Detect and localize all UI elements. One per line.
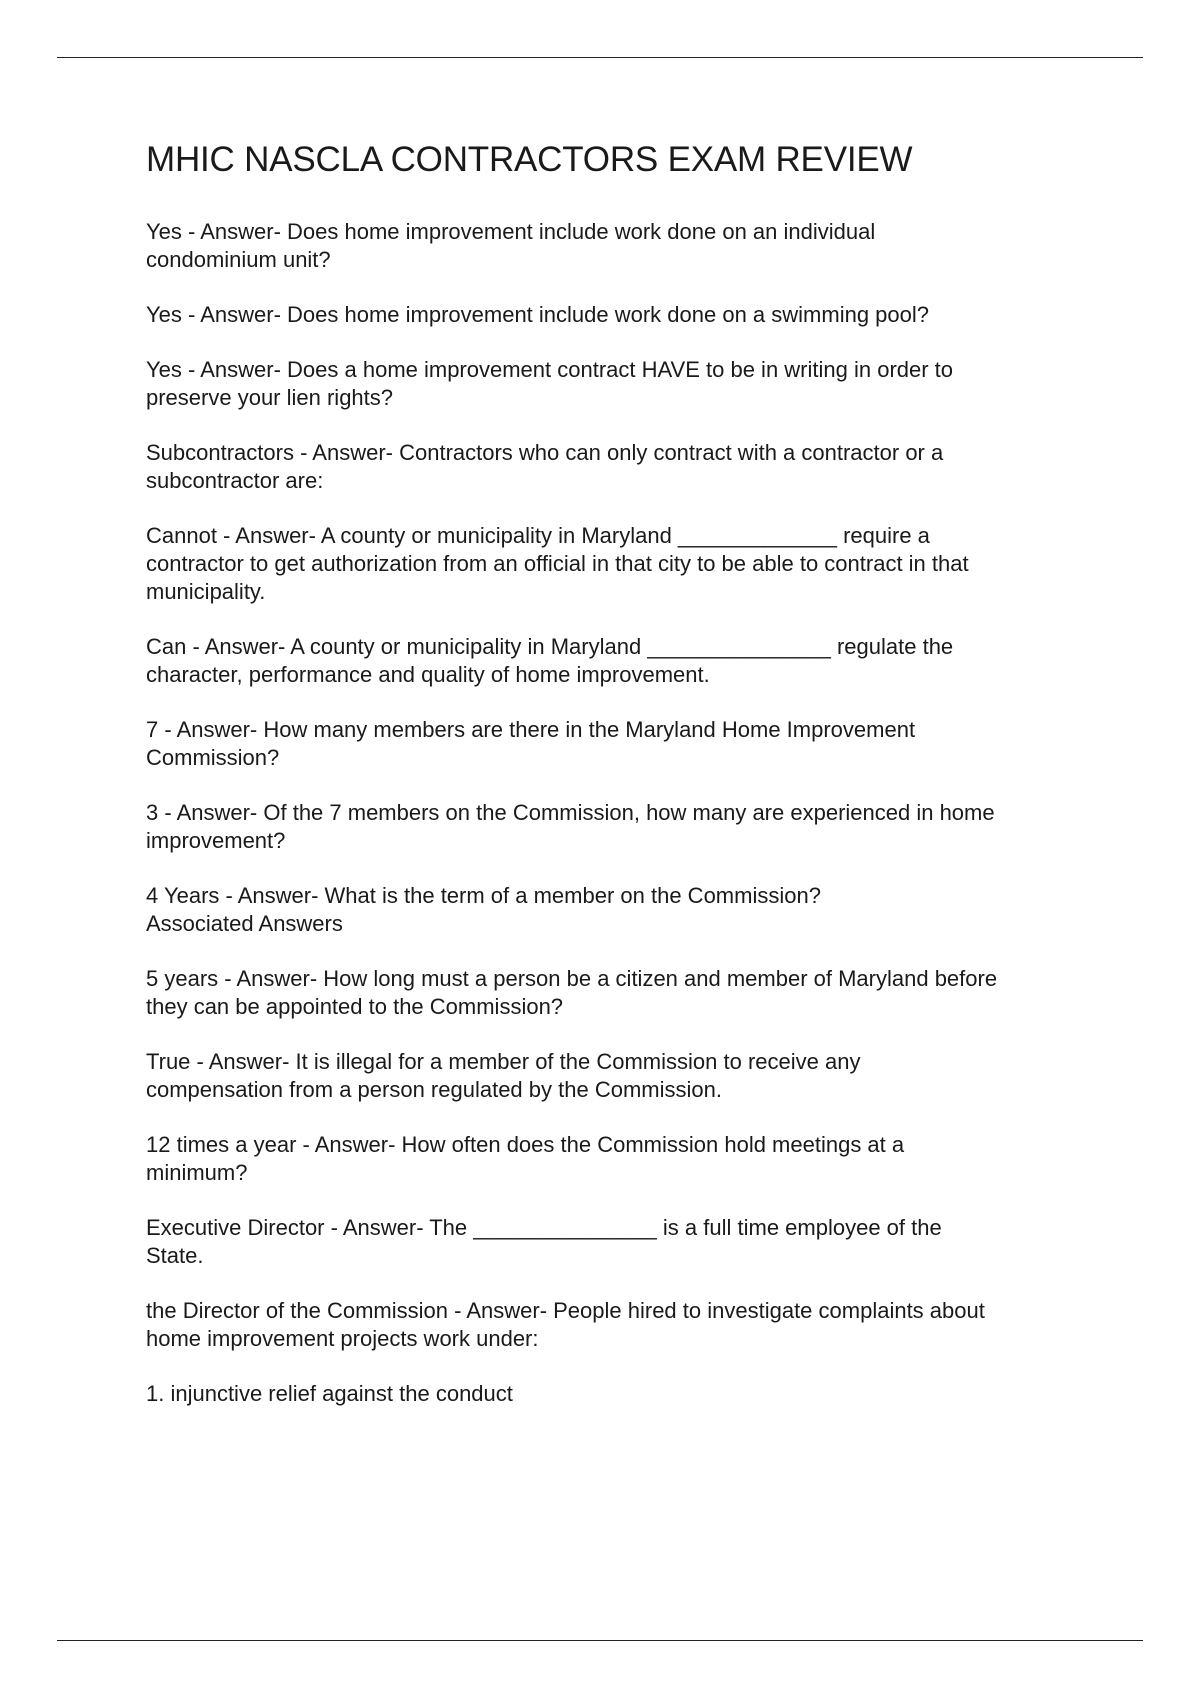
qa-item: 5 years - Answer- How long must a person be a citizen and member of Maryland before they can be appointed to the Commission? xyxy=(146,966,998,1019)
qa-item: Yes - Answer- Does home improvement include work done on an individual condominium unit? xyxy=(146,219,876,272)
qa-item: Yes - Answer- Does a home improvement contract HAVE to be in writing in order to preserve your lien rights? xyxy=(146,357,954,410)
qa-item: 3 - Answer- Of the 7 members on the Commission, how many are experienced in home improvement? xyxy=(146,800,995,853)
qa-item: Executive Director - Answer- The _______________ is a full time employee of the State. xyxy=(146,1215,942,1268)
qa-item: 12 times a year - Answer- How often does the Commission hold meetings at a minimum? xyxy=(146,1132,905,1185)
document-title: MHIC NASCLA CONTRACTORS EXAM REVIEW xyxy=(146,140,913,179)
qa-item: 4 Years - Answer- What is the term of a member on the Commission? Associated Answers xyxy=(146,883,821,936)
qa-item: the Director of the Commission - Answer- People hired to investigate complaints about home improvement projects work under: xyxy=(146,1298,985,1351)
qa-item: True - Answer- It is illegal for a member of the Commission to receive any compensation from a person regulated by the Commission. xyxy=(146,1049,861,1102)
qa-item: Subcontractors - Answer- Contractors who can only contract with a contractor or a subcontractor are: xyxy=(146,440,944,493)
bottom-rule xyxy=(57,1640,1143,1641)
qa-item: Yes - Answer- Does home improvement include work done on a swimming pool? xyxy=(146,302,930,327)
top-rule xyxy=(57,57,1143,58)
qa-item: 1. injunctive relief against the conduct xyxy=(146,1381,513,1406)
qa-item: 7 - Answer- How many members are there in the Maryland Home Improvement Commission? xyxy=(146,717,916,770)
qa-item: Cannot - Answer- A county or municipality in Maryland _____________ require a contractor to get authorization from an official in that city to be able to contract in that municipality. xyxy=(146,523,969,604)
qa-item: Can - Answer- A county or municipality in Maryland _______________ regulate the character, performance and quality of home improvement. xyxy=(146,634,954,687)
document-body xyxy=(146,140,1086,1435)
